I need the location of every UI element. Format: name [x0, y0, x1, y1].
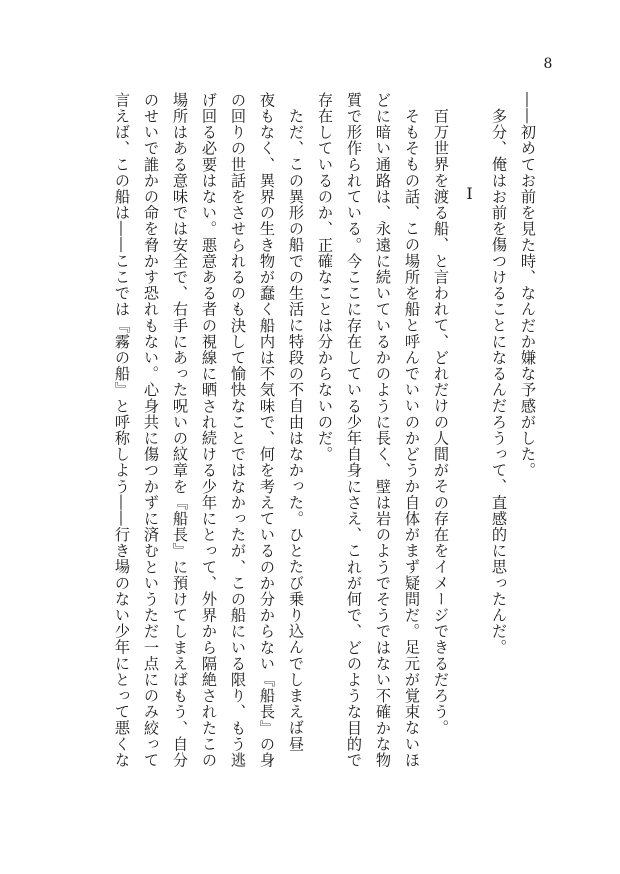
- body-line: 言えば、この船は――ここでは『霧の船』と呼称しよう――行き場のない少年にとって悪くな: [113, 92, 131, 769]
- body-line: げ回る必要はない。悪意ある者の視線に晒され続ける少年にとって、外界から隔絶されたこの: [200, 92, 218, 769]
- opening-line-2: 多分、俺はお前を傷つけることになるんだろうって、直感的に思ったんだ。: [490, 108, 508, 656]
- body-line: 百万世界を渡る船、と言われて、どれだけの人間がその存在をイメージできるだろう。: [432, 108, 450, 736]
- body-line: 場所はある意味では安全で、右手にあった呪いの紋章を『船長』に預けてしまえばもう、自分: [171, 92, 189, 769]
- body-line: のせいで誰かの命を脅かす恐れもない。心身共に傷つかずに済むというただ一点にのみ絞って: [142, 92, 160, 769]
- body-line: ただ、この異形の船での生活に特段の不自由はなかった。ひとたび乗り込んでしまえば昼: [287, 108, 305, 752]
- body-line: 夜もなく、異界の生き物が蠢く船内は不気味で、何を考えているのか分からない『船長』の身: [258, 92, 276, 769]
- body-line: の回りの世話をさせられるのも決して愉快なことではなかったが、この船にいる限り、もう逃: [229, 92, 247, 769]
- chapter-marker: Ⅰ: [460, 184, 479, 204]
- opening-line-1: ――初めてお前を見た時、なんだか嫌な予感がした。: [519, 92, 537, 479]
- page-number: 8: [543, 56, 553, 72]
- vertical-text-block: [107, 92, 542, 852]
- body-line: 質で形作られている。今ここに存在している少年自身にさえ、これが何で、どのような目的で: [345, 92, 363, 769]
- body-line: どに暗い通路は、永遠に続いているかのように長く、壁は岩のようでそうではない不確かな物: [374, 92, 392, 769]
- body-line: そもそもの話、この場所を船と呼んでいいのかどうか自体がまず疑問だ。足元が覚束ないほ: [403, 108, 421, 769]
- body-line: 存在しているのか、正確なことは分からないのだ。: [316, 92, 334, 463]
